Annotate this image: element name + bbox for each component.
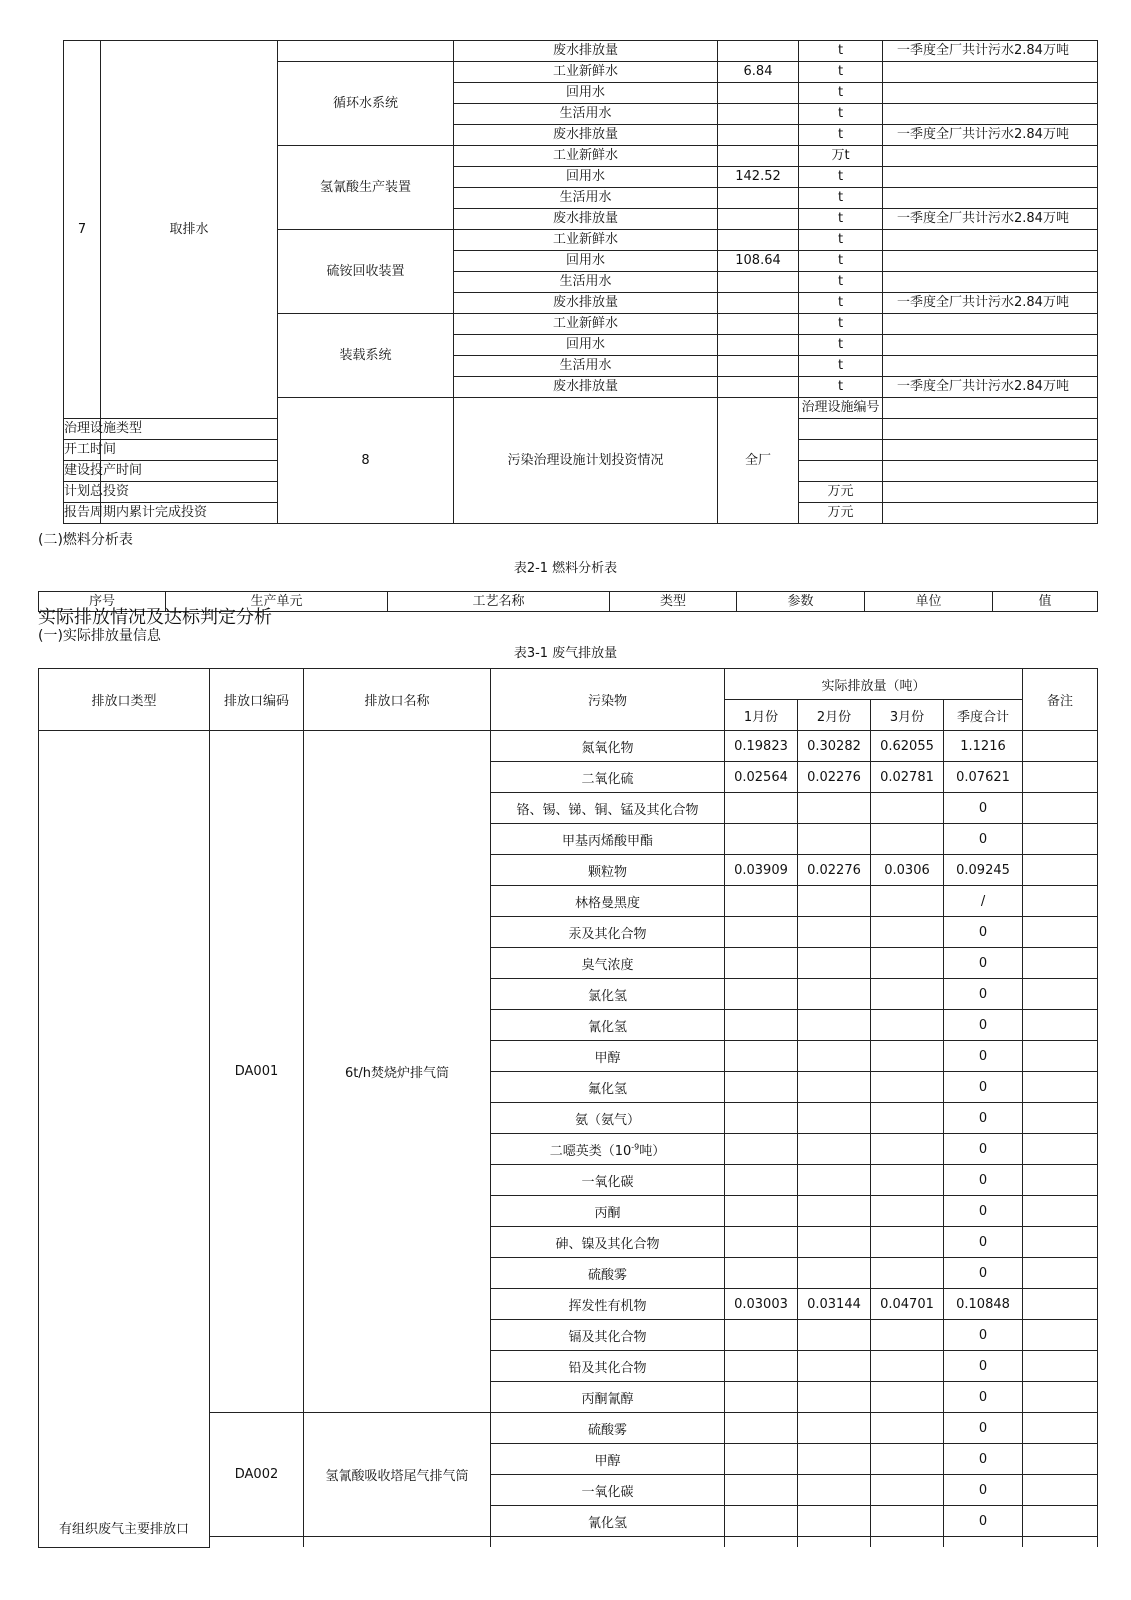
month-1-value: [725, 1413, 798, 1444]
item-name: 治理设施编号: [799, 398, 883, 419]
pollutant-name: 甲基丙烯酸甲酯: [491, 824, 725, 855]
quarter-total-value: 0: [944, 1196, 1023, 1227]
item-name: 生活用水: [454, 356, 718, 377]
quarter-total-value: 0.07621: [944, 762, 1023, 793]
month-1-value: [725, 1444, 798, 1475]
month-1-value: [725, 1475, 798, 1506]
quarter-total-value: 0: [944, 1382, 1023, 1413]
month-2-value: [798, 1475, 871, 1506]
month-1-value: [725, 793, 798, 824]
month-1-value: 0.19823: [725, 731, 798, 762]
month-2-value: [798, 1072, 871, 1103]
pollutant-name: [491, 1134, 725, 1165]
item-value: [718, 188, 799, 209]
header-month-1: 1月份: [725, 700, 798, 731]
item-value: [883, 398, 1098, 419]
quarter-total-value: 0: [944, 1413, 1023, 1444]
item-name: 废水排放量: [454, 41, 718, 62]
quarter-total-value: 0: [944, 1072, 1023, 1103]
item-note: [883, 482, 1098, 503]
pollutant-name: 一氧化碳: [491, 1165, 725, 1196]
month-3-value: 0.0306: [871, 855, 944, 886]
item-note: [883, 230, 1098, 251]
item-name: 回用水: [454, 167, 718, 188]
item-value: [718, 83, 799, 104]
month-3-value: [871, 948, 944, 979]
month-1-value: [725, 1134, 798, 1165]
month-3-value: [871, 1320, 944, 1351]
item-unit: t: [799, 293, 883, 314]
item-name: 废水排放量: [454, 209, 718, 230]
item-name: 回用水: [454, 83, 718, 104]
emission-table-caption: 表3-1 废气排放量: [513, 646, 618, 661]
pollutant-name: 氟化氢: [491, 1072, 725, 1103]
month-2-value: 0.30282: [798, 731, 871, 762]
item-unit: t: [799, 125, 883, 146]
month-1-value: [725, 1258, 798, 1289]
header-outlet-name: 排放口名称: [304, 669, 491, 731]
month-3-value: [871, 1072, 944, 1103]
section-actual-subtitle: (一)实际排放量信息: [38, 628, 161, 644]
pollutant-name: 硫酸雾: [491, 1413, 725, 1444]
remark-value: [1023, 1041, 1098, 1072]
remark-value: [1023, 948, 1098, 979]
month-3-value: [871, 1010, 944, 1041]
month-1-value: [725, 886, 798, 917]
month-1-value: [725, 979, 798, 1010]
item-unit: t: [799, 188, 883, 209]
header-outlet-code: 排放口编码: [210, 669, 304, 731]
month-2-value: [798, 824, 871, 855]
item-name: 废水排放量: [454, 377, 718, 398]
outlet-name: 氢氰酸吸收塔尾气排气筒: [304, 1413, 491, 1537]
month-2-value: [798, 917, 871, 948]
item-value: [718, 377, 799, 398]
month-2-value: [798, 1010, 871, 1041]
month-2-value: [798, 1196, 871, 1227]
item-value: [718, 146, 799, 167]
item-name: 回用水: [454, 335, 718, 356]
item-unit: t: [799, 356, 883, 377]
item-note: [883, 167, 1098, 188]
quarter-total-value: 0.10848: [944, 1289, 1023, 1320]
remark-value: [1023, 1475, 1098, 1506]
remark-value: [1023, 1103, 1098, 1134]
item-value: [718, 335, 799, 356]
remark-value: [1023, 1165, 1098, 1196]
group-name: [278, 41, 454, 62]
empty-cell: [798, 1537, 871, 1548]
quarter-total-value: 0: [944, 1227, 1023, 1258]
remark-value: [1023, 917, 1098, 948]
fuel-header-cell: 单位: [865, 592, 993, 612]
remark-value: [1023, 1444, 1098, 1475]
month-3-value: [871, 1041, 944, 1072]
quarter-total-value: 0: [944, 1010, 1023, 1041]
month-2-value: [798, 1103, 871, 1134]
month-1-value: [725, 948, 798, 979]
group-name: 氢氰酸生产装置: [278, 146, 454, 230]
item-name: 生活用水: [454, 272, 718, 293]
item-name: 回用水: [454, 251, 718, 272]
empty-cell: [491, 1537, 725, 1548]
header-quarter-total: 季度合计: [944, 700, 1023, 731]
pollutant-name: 甲醇: [491, 1041, 725, 1072]
pollutant-name: 氯化氢: [491, 979, 725, 1010]
remark-value: [1023, 1382, 1098, 1413]
table-row: [39, 731, 1098, 762]
item-unit: t: [799, 104, 883, 125]
quarter-total-value: 0: [944, 824, 1023, 855]
section-fuel-title: (二)燃料分析表: [38, 532, 133, 548]
month-1-value: [725, 1103, 798, 1134]
group-name: 循环水系统: [278, 62, 454, 146]
quarter-total-value: 0: [944, 1258, 1023, 1289]
month-2-value: [798, 1134, 871, 1165]
item-value: [718, 104, 799, 125]
month-2-value: [798, 1320, 871, 1351]
month-1-value: 0.03909: [725, 855, 798, 886]
fuel-header-cell: 值: [993, 592, 1098, 612]
invest-no: 8: [278, 398, 454, 524]
item-note: [883, 146, 1098, 167]
quarter-total-value: 0: [944, 1041, 1023, 1072]
month-2-value: [798, 1165, 871, 1196]
month-1-value: [725, 1041, 798, 1072]
fuel-table-caption: 表2-1 燃料分析表: [513, 561, 618, 576]
pollutant-name: 铬、锡、锑、铜、锰及其化合物: [491, 793, 725, 824]
pollutant-name: 硫酸雾: [491, 1258, 725, 1289]
quarter-total-value: 0: [944, 1165, 1023, 1196]
quarter-total-value: 0: [944, 948, 1023, 979]
pollutant-name: 林格曼黑度: [491, 886, 725, 917]
pollutant-name-exponent: -9: [631, 1142, 640, 1152]
pollutant-name: 臭气浓度: [491, 948, 725, 979]
fuel-header-cell: 工艺名称: [388, 592, 610, 612]
item-unit: t: [799, 209, 883, 230]
item-name: 计划总投资: [64, 482, 101, 503]
month-1-value: [725, 1072, 798, 1103]
outlet-name: 6t/h焚烧炉排气筒: [304, 731, 491, 1413]
month-2-value: [798, 1351, 871, 1382]
item-note: [883, 440, 1098, 461]
remark-value: [1023, 979, 1098, 1010]
empty-cell: [304, 1537, 491, 1548]
month-2-value: [798, 1041, 871, 1072]
pollutant-name-part: 二噁英类（10: [549, 1143, 632, 1159]
item-unit: t: [799, 314, 883, 335]
fuel-header-cell: 序号: [39, 592, 166, 612]
quarter-total-value: 0: [944, 1351, 1023, 1382]
water-usage-table-body: [64, 41, 1098, 524]
empty-cell: [210, 1537, 304, 1548]
pollutant-name: 铅及其化合物: [491, 1351, 725, 1382]
item-unit: t: [799, 41, 883, 62]
item-value: [718, 209, 799, 230]
item-value: [718, 356, 799, 377]
outlet-name: 取排水: [101, 41, 278, 419]
item-value: [718, 230, 799, 251]
pollutant-name: 二氧化硫: [491, 762, 725, 793]
quarter-total-value: 0: [944, 1320, 1023, 1351]
item-value: [718, 125, 799, 146]
item-unit: t: [799, 230, 883, 251]
empty-cell: [944, 1537, 1023, 1548]
month-3-value: [871, 824, 944, 855]
group-name: 硫铵回收装置: [278, 230, 454, 314]
month-2-value: [798, 1382, 871, 1413]
item-note: 一季度全厂共计污水2.84万吨: [883, 209, 1098, 230]
item-unit: t: [799, 167, 883, 188]
remark-value: [1023, 1413, 1098, 1444]
water-usage-table: [63, 40, 1098, 524]
item-unit: 万元: [799, 482, 883, 503]
quarter-total-value: 1.1216: [944, 731, 1023, 762]
empty-cell: [871, 1537, 944, 1548]
item-name: 生活用水: [454, 104, 718, 125]
month-2-value: [798, 979, 871, 1010]
month-3-value: [871, 917, 944, 948]
item-unit: t: [799, 83, 883, 104]
month-1-value: [725, 1227, 798, 1258]
header-month-2: 2月份: [798, 700, 871, 731]
quarter-total-value: 0: [944, 1134, 1023, 1165]
fuel-header-cell: 生产单元: [166, 592, 388, 612]
month-3-value: [871, 1351, 944, 1382]
month-3-value: [871, 1444, 944, 1475]
remark-value: [1023, 1072, 1098, 1103]
remark-value: [1023, 1134, 1098, 1165]
item-name: 废水排放量: [454, 125, 718, 146]
item-note: [883, 62, 1098, 83]
month-3-value: [871, 1227, 944, 1258]
month-2-value: [798, 1258, 871, 1289]
quarter-total-value: 0: [944, 917, 1023, 948]
outlet-code: DA002: [210, 1413, 304, 1537]
month-2-value: [798, 1444, 871, 1475]
header-pollutant: 污染物: [491, 669, 725, 731]
item-value: 108.64: [718, 251, 799, 272]
pollutant-name: 氮氧化物: [491, 731, 725, 762]
emission-header-row-1: [39, 669, 1098, 700]
pollutant-name: 丙酮: [491, 1196, 725, 1227]
header-outlet-type: 排放口类型: [39, 669, 210, 731]
remark-value: [1023, 855, 1098, 886]
item-unit: [799, 461, 883, 482]
header-remark: 备注: [1023, 669, 1098, 731]
quarter-total-value: 0: [944, 1506, 1023, 1537]
month-3-value: [871, 1196, 944, 1227]
emission-table: [38, 668, 1098, 1548]
item-note: 一季度全厂共计污水2.84万吨: [883, 293, 1098, 314]
remark-value: [1023, 1351, 1098, 1382]
quarter-total-value: 0: [944, 793, 1023, 824]
month-1-value: [725, 1165, 798, 1196]
empty-cell: [1023, 1537, 1098, 1548]
item-note: [883, 314, 1098, 335]
quarter-total-value: 0: [944, 1103, 1023, 1134]
month-1-value: 0.03003: [725, 1289, 798, 1320]
item-note: [883, 419, 1098, 440]
month-1-value: 0.02564: [725, 762, 798, 793]
item-note: [883, 335, 1098, 356]
quarter-total-value: 0: [944, 1475, 1023, 1506]
quarter-total-value: 0: [944, 1444, 1023, 1475]
header-month-3: 3月份: [871, 700, 944, 731]
quarter-total-value: 0.09245: [944, 855, 1023, 886]
fuel-header-cell: 参数: [737, 592, 865, 612]
item-unit: t: [799, 377, 883, 398]
month-1-value: [725, 1506, 798, 1537]
month-3-value: [871, 1382, 944, 1413]
item-value: [718, 314, 799, 335]
pollutant-name: 砷、镍及其化合物: [491, 1227, 725, 1258]
item-unit: t: [799, 251, 883, 272]
month-2-value: 0.02276: [798, 855, 871, 886]
remark-value: [1023, 793, 1098, 824]
pollutant-name: 丙酮氰醇: [491, 1382, 725, 1413]
month-1-value: [725, 824, 798, 855]
pollutant-name: 一氧化碳: [491, 1475, 725, 1506]
month-1-value: [725, 1010, 798, 1041]
month-3-value: [871, 1413, 944, 1444]
item-name: 废水排放量: [454, 293, 718, 314]
remark-value: [1023, 1010, 1098, 1041]
month-1-value: [725, 1196, 798, 1227]
item-name: 工业新鲜水: [454, 230, 718, 251]
item-note: [883, 461, 1098, 482]
month-3-value: 0.62055: [871, 731, 944, 762]
item-name: 工业新鲜水: [454, 314, 718, 335]
pollutant-name: 氰化氢: [491, 1010, 725, 1041]
month-1-value: [725, 1320, 798, 1351]
month-2-value: [798, 886, 871, 917]
remark-value: [1023, 1506, 1098, 1537]
item-name: 建设投产时间: [64, 461, 101, 482]
remark-value: [1023, 1227, 1098, 1258]
month-3-value: [871, 1165, 944, 1196]
outlet-code: DA001: [210, 731, 304, 1413]
item-name: 工业新鲜水: [454, 146, 718, 167]
invest-name: 污染治理设施计划投资情况: [454, 398, 718, 524]
table-row: [64, 41, 1098, 62]
item-value: [718, 293, 799, 314]
item-unit: [799, 440, 883, 461]
group-name: 装载系统: [278, 314, 454, 398]
month-2-value: 0.03144: [798, 1289, 871, 1320]
month-3-value: [871, 1475, 944, 1506]
fuel-header-cell: 类型: [610, 592, 737, 612]
item-note: 一季度全厂共计污水2.84万吨: [883, 377, 1098, 398]
section-actual-title: 实际排放情况及达标判定分析: [38, 607, 272, 628]
month-2-value: [798, 1413, 871, 1444]
item-note: [883, 356, 1098, 377]
item-value: 142.52: [718, 167, 799, 188]
item-value: [101, 440, 278, 461]
remark-value: [1023, 1289, 1098, 1320]
month-3-value: [871, 979, 944, 1010]
remark-value: [1023, 1196, 1098, 1227]
month-1-value: [725, 1382, 798, 1413]
item-name: 报告周期内累计完成投资: [64, 503, 101, 524]
remark-value: [1023, 824, 1098, 855]
empty-cell: [725, 1537, 798, 1548]
month-3-value: [871, 1134, 944, 1165]
item-value: [718, 272, 799, 293]
month-2-value: [798, 948, 871, 979]
item-note: [883, 272, 1098, 293]
item-value: 6.84: [718, 62, 799, 83]
month-2-value: [798, 1506, 871, 1537]
pollutant-name: 汞及其化合物: [491, 917, 725, 948]
item-unit: 万t: [799, 146, 883, 167]
pollutant-name: 颗粒物: [491, 855, 725, 886]
remark-value: [1023, 1320, 1098, 1351]
item-unit: t: [799, 62, 883, 83]
month-2-value: 0.02276: [798, 762, 871, 793]
month-3-value: [871, 1103, 944, 1134]
item-name: 生活用水: [454, 188, 718, 209]
item-note: [883, 251, 1098, 272]
item-note: [883, 188, 1098, 209]
month-3-value: [871, 793, 944, 824]
item-name: 治理设施类型: [64, 419, 101, 440]
item-unit: t: [799, 335, 883, 356]
month-3-value: [871, 886, 944, 917]
outlet-no: 7: [64, 41, 101, 419]
month-2-value: [798, 793, 871, 824]
month-1-value: [725, 1351, 798, 1382]
month-3-value: 0.02781: [871, 762, 944, 793]
month-3-value: [871, 1506, 944, 1537]
item-unit: t: [799, 272, 883, 293]
pollutant-name: 氨（氨气）: [491, 1103, 725, 1134]
item-note: [883, 83, 1098, 104]
remark-value: [1023, 762, 1098, 793]
remark-value: [1023, 886, 1098, 917]
item-value: [718, 41, 799, 62]
item-note: [883, 503, 1098, 524]
month-2-value: [798, 1227, 871, 1258]
emission-table-body: [39, 731, 1098, 1548]
item-unit: [799, 419, 883, 440]
remark-value: [1023, 731, 1098, 762]
month-3-value: [871, 1258, 944, 1289]
item-note: [883, 104, 1098, 125]
pollutant-name: 氰化氢: [491, 1506, 725, 1537]
header-actual-emission: 实际排放量（吨）: [725, 669, 1023, 700]
invest-scope: 全厂: [718, 398, 799, 524]
month-1-value: [725, 917, 798, 948]
quarter-total-value: 0: [944, 979, 1023, 1010]
quarter-total-value: /: [944, 886, 1023, 917]
pollutant-name: 挥发性有机物: [491, 1289, 725, 1320]
item-note: 一季度全厂共计污水2.84万吨: [883, 125, 1098, 146]
pollutant-name: 镉及其化合物: [491, 1320, 725, 1351]
month-3-value: 0.04701: [871, 1289, 944, 1320]
item-name: 开工时间: [64, 440, 101, 461]
item-note: 一季度全厂共计污水2.84万吨: [883, 41, 1098, 62]
item-name: 工业新鲜水: [454, 62, 718, 83]
remark-value: [1023, 1258, 1098, 1289]
item-unit: 万元: [799, 503, 883, 524]
outlet-type-cell: 有组织废气主要排放口: [39, 731, 210, 1548]
pollutant-name: 甲醇: [491, 1444, 725, 1475]
pollutant-name-part: 吨）: [639, 1143, 666, 1159]
